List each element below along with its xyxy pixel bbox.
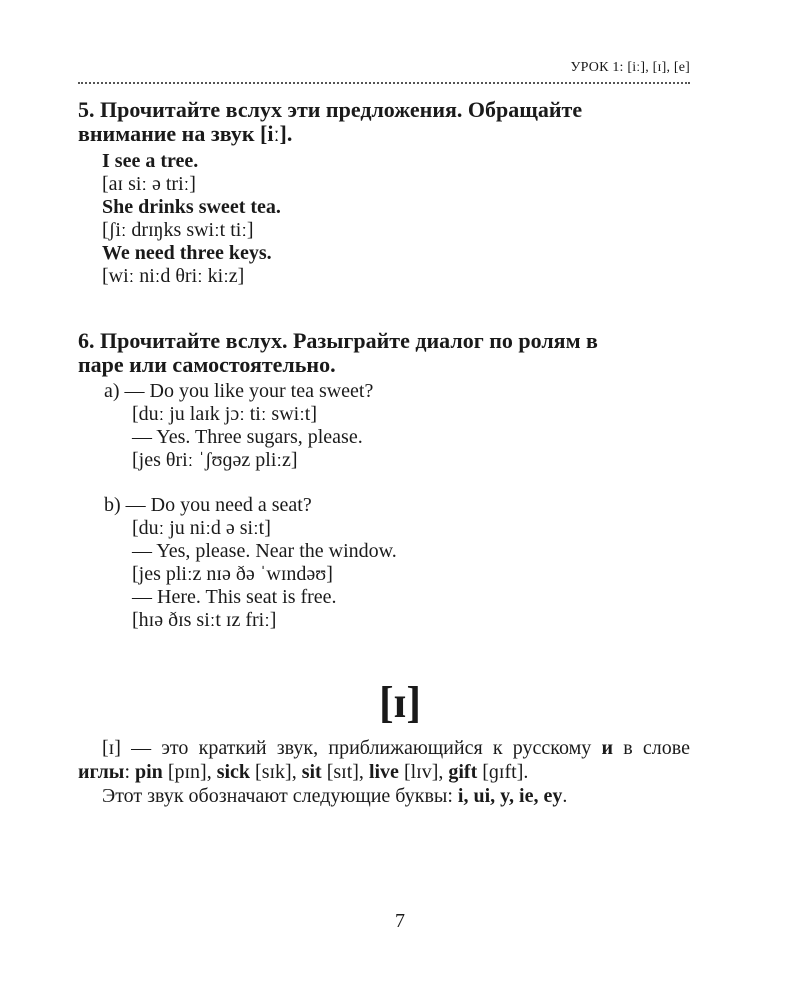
task6-title-line1: 6. Прочитайте вслух. Разыграйте диалог по ролям в (78, 328, 598, 353)
p1-text: : (124, 761, 135, 783)
dialog-b-line: [duː ju niːd ə siːt] (132, 517, 271, 539)
p2-letters: i, ui, y, ie, ey (457, 785, 563, 807)
example-transcription: [aɪ siː ə triː] (102, 173, 196, 195)
example-sentence: We need three keys. (102, 242, 272, 264)
dialog-a-line: a) — Do you like your tea sweet? (104, 380, 374, 402)
task6-title-line2: паре или самостоятельно. (78, 352, 336, 377)
dialog-b-line: — Here. This seat is free. (132, 586, 337, 608)
example-trans: [sɪt], (321, 761, 369, 783)
example-transcription: [wiː niːd θriː kiːz] (102, 265, 245, 287)
task5-title-line2: внимание на звук [iː]. (78, 121, 293, 146)
dialog-b-line: [hɪə ðɪs siːt ɪz friː] (132, 609, 277, 631)
example-trans: [pɪn], (162, 761, 217, 783)
p1-text: [ɪ] — это краткий звук, приближающийся к русскому (102, 737, 602, 759)
sound-heading: [ɪ] (379, 678, 421, 727)
p2-text: . (562, 785, 568, 807)
lesson-title: УРОК 1: [iː], [ɪ], [e] (570, 60, 690, 75)
example-transcription: [ʃiː drɪŋks swiːt tiː] (102, 219, 254, 241)
page-number: 7 (395, 910, 405, 932)
running-header (78, 58, 690, 84)
example-trans: [sɪk], (250, 761, 302, 783)
p1-word: иглы (78, 761, 125, 783)
p1-text: в слове (613, 737, 690, 759)
sound-paragraph-2 (78, 784, 690, 808)
dialog-b-line: b) — Do you need a seat? (104, 494, 312, 516)
example-trans: [lɪv], (398, 761, 449, 783)
task5-title-line1: 5. Прочитайте вслух эти предложения. Обращайте (78, 97, 583, 122)
p1-letter: и (601, 737, 614, 759)
example-sentence: She drinks sweet tea. (102, 196, 281, 218)
dialog-a-line: [duː ju laɪk jɔː tiː swiːt] (132, 403, 317, 425)
dialog-b-line: — Yes, please. Near the window. (132, 540, 397, 562)
dialog-a-line: [jes θriː ˈʃʊɡəz pliːz] (132, 449, 298, 471)
sound-paragraph-1 (78, 736, 690, 784)
example-trans: [ɡɪft]. (477, 761, 529, 783)
example-sentence: I see a tree. (102, 150, 199, 172)
sound-description (78, 736, 690, 808)
example-word: pin (135, 761, 163, 783)
p2-text: Этот звук обозначают следующие буквы: (102, 785, 458, 807)
example-word: gift (448, 761, 478, 783)
dialog-b-line: [jes pliːz nɪə ðə ˈwɪndəʊ] (132, 563, 333, 585)
example-word: live (368, 761, 399, 783)
example-word: sick (216, 761, 251, 783)
dialog-a-line: — Yes. Three sugars, please. (132, 426, 363, 448)
example-word: sit (301, 761, 322, 783)
